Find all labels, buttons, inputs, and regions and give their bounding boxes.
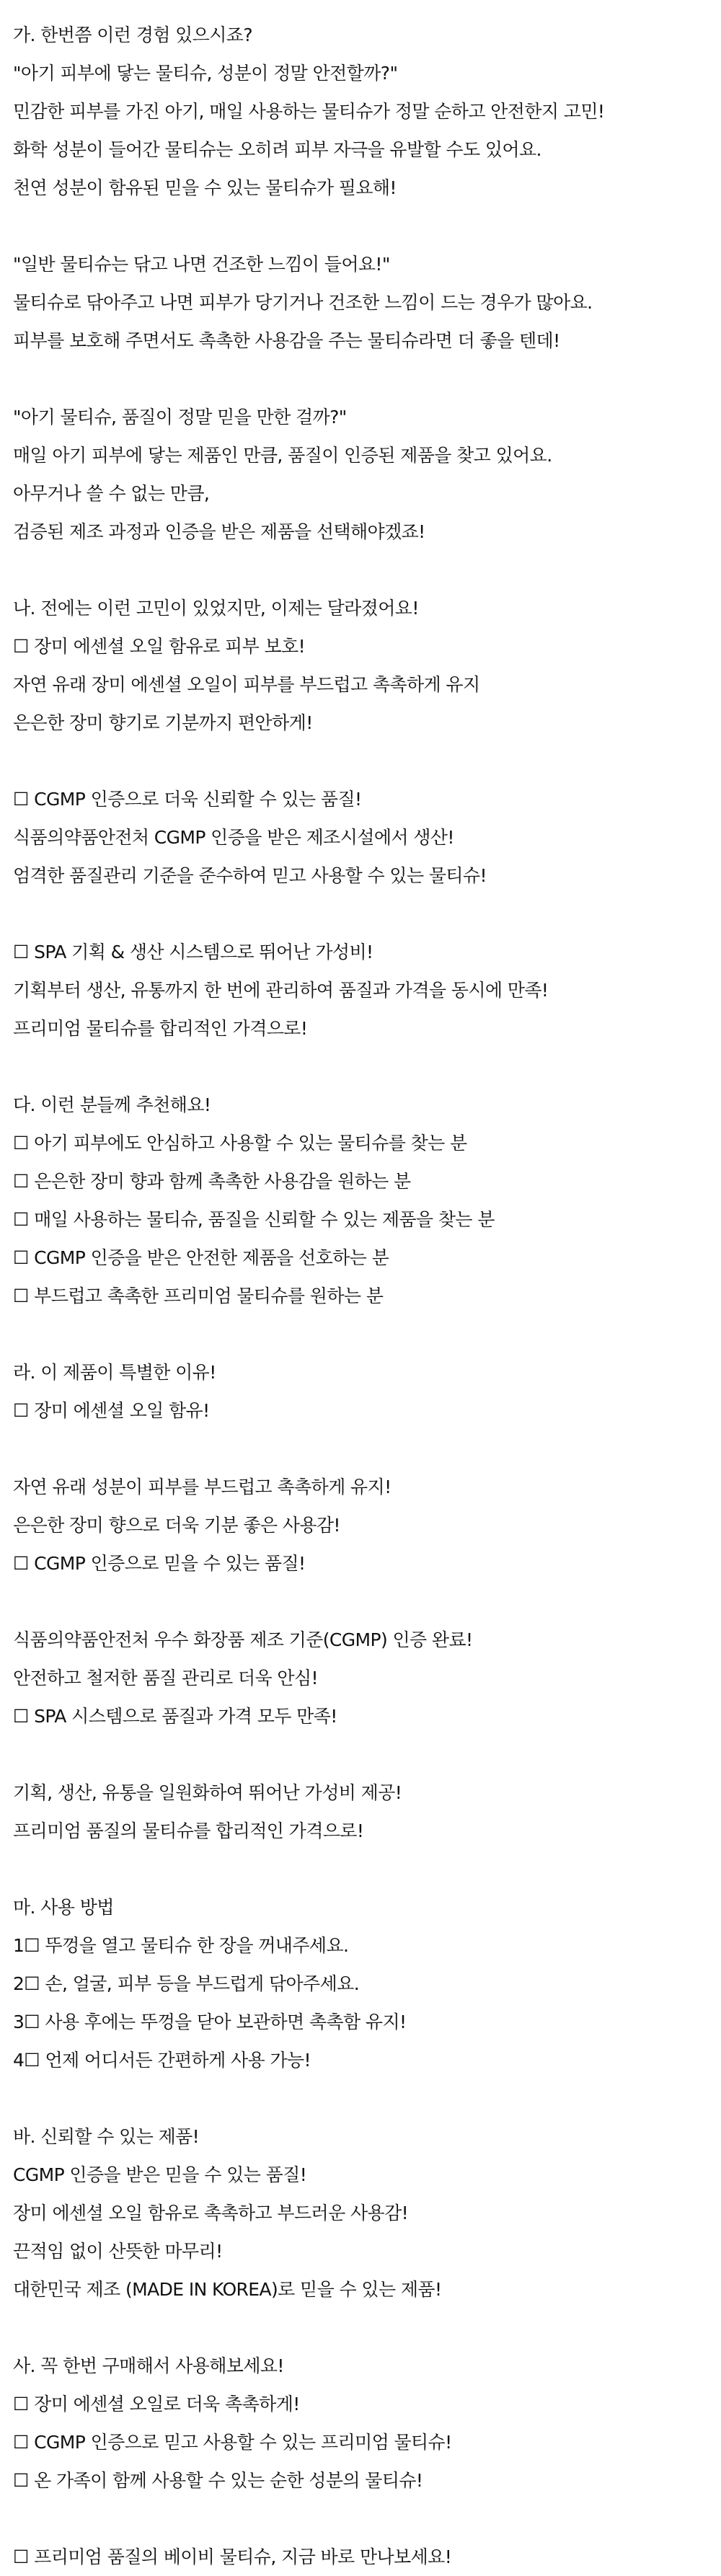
text-line: 은은한 장미 향으로 더욱 기분 좋은 사용감! [13, 1515, 340, 1536]
text-line: 가. 한번쯤 이런 경험 있으시죠? [13, 25, 253, 45]
text-line: 식품의약품안전처 CGMP 인증을 받은 제조시설에서 생산! [13, 827, 454, 848]
text-line: ☐ CGMP 인증으로 믿고 사용할 수 있는 프리미엄 물티슈! [13, 2432, 452, 2453]
text-line: ☐ CGMP 인증으로 믿을 수 있는 품질! [13, 1553, 306, 1574]
text-line: 매일 아기 피부에 닿는 제품인 만큼, 품질이 인증된 제품을 찾고 있어요. [13, 445, 552, 466]
blank-line [13, 895, 712, 933]
blank-line [13, 551, 712, 589]
text-line: 사. 꼭 한번 구매해서 사용해보세요! [13, 2355, 284, 2376]
text-line: 아무거나 쓸 수 없는 만큼, [13, 483, 210, 504]
text-line: ☐ CGMP 인증을 받은 안전한 제품을 선호하는 분 [13, 1247, 389, 1268]
text-line: 피부를 보호해 주면서도 촉촉한 사용감을 주는 물티슈라면 더 좋을 텐데! [13, 330, 560, 351]
blank-line [13, 207, 712, 245]
text-line: 프리미엄 물티슈를 합리적인 가격으로! [13, 1018, 308, 1039]
text-line: 천연 성분이 함유된 믿을 수 있는 물티슈가 필요해! [13, 177, 397, 198]
text-line: 장미 에센셜 오일 함유로 촉촉하고 부드러운 사용감! [13, 2203, 409, 2223]
text-line: 안전하고 철저한 품질 관리로 더욱 안심! [13, 1668, 318, 1688]
text-line: 민감한 피부를 가진 아기, 매일 사용하는 물티슈가 정말 순하고 안전한지 고민! [13, 101, 605, 122]
text-line: ☐ 장미 에센셜 오일 함유로 피부 보호! [13, 636, 306, 657]
text-line: 바. 신뢰할 수 있는 제품! [13, 2126, 200, 2147]
text-line: ☐ SPA 기획 & 생산 시스템으로 뛰어난 가성비! [13, 942, 373, 962]
blank-line [13, 2079, 712, 2117]
blank-line [13, 742, 712, 780]
text-line: "아기 피부에 닿는 물티슈, 성분이 정말 안전할까?" [13, 63, 398, 84]
text-line: ☐ 부드럽고 촉촉한 프리미엄 물티슈를 원하는 분 [13, 1285, 384, 1306]
blank-line [13, 2500, 712, 2538]
text-line: 끈적임 없이 산뜻한 마무리! [13, 2241, 223, 2262]
text-line: 은은한 장미 향기로 기분까지 편안하게! [13, 712, 313, 733]
text-line: 화학 성분이 들어간 물티슈는 오히려 피부 자극을 유발할 수도 있어요. [13, 139, 541, 160]
text-line: 2☐ 손, 얼굴, 피부 등을 부드럽게 닦아주세요. [13, 1973, 360, 1994]
text-line: ☐ CGMP 인증으로 더욱 신뢰할 수 있는 품질! [13, 789, 362, 810]
blank-line [13, 1583, 712, 1621]
text-line: 1☐ 뚜껑을 열고 물티슈 한 장을 꺼내주세요. [13, 1935, 349, 1956]
text-line: ☐ 매일 사용하는 물티슈, 품질을 신뢰할 수 있는 제품을 찾는 분 [13, 1209, 495, 1230]
text-line: 자연 유래 성분이 피부를 부드럽고 촉촉하게 유지! [13, 1477, 392, 1497]
text-line: 자연 유래 장미 에센셜 오일이 피부를 부드럽고 촉촉하게 유지 [13, 674, 480, 695]
text-line: ☐ 아기 피부에도 안심하고 사용할 수 있는 물티슈를 찾는 분 [13, 1133, 467, 1154]
text-line: "아기 물티슈, 품질이 정말 믿을 만한 걸까?" [13, 407, 347, 428]
text-line: 다. 이런 분들께 추천해요! [13, 1094, 211, 1115]
text-line: 대한민국 제조 (MADE IN KOREA)로 믿을 수 있는 제품! [13, 2279, 442, 2300]
text-line: 엄격한 품질관리 기준을 준수하여 믿고 사용할 수 있는 물티슈! [13, 865, 487, 886]
blank-line [13, 2309, 712, 2347]
blank-line [13, 1048, 712, 1086]
text-line: 3☐ 사용 후에는 뚜껑을 닫아 보관하면 촉촉함 유지! [13, 2011, 407, 2032]
text-line: 기획부터 생산, 유통까지 한 번에 관리하여 품질과 가격을 동시에 만족! [13, 980, 549, 1001]
text-line: 식품의약품안전처 우수 화장품 제조 기준(CGMP) 인증 완료! [13, 1629, 473, 1650]
text-line: ☐ 은은한 장미 향과 함께 촉촉한 사용감을 원하는 분 [13, 1171, 411, 1192]
blank-line [13, 1430, 712, 1468]
text-line: 물티슈로 닦아주고 나면 피부가 당기거나 건조한 느낌이 드는 경우가 많아요. [13, 292, 593, 313]
text-line: 마. 사용 방법 [13, 1897, 114, 1918]
text-line: ☐ 온 가족이 함께 사용할 수 있는 순한 성분의 물티슈! [13, 2470, 423, 2491]
text-line: ☐ 프리미엄 품질의 베이비 물티슈, 지금 바로 만나보세요! [13, 2546, 452, 2567]
text-line: "일반 물티슈는 닦고 나면 건조한 느낌이 들어요!" [13, 254, 390, 275]
text-line: 라. 이 제품이 특별한 이유! [13, 1362, 216, 1383]
text-line: ☐ 장미 에센셜 오일로 더욱 촉촉하게! [13, 2394, 300, 2415]
text-line: CGMP 인증을 받은 믿을 수 있는 품질! [13, 2164, 307, 2185]
text-line: 4☐ 언제 어디서든 간편하게 사용 가능! [13, 2050, 311, 2071]
text-line: 프리미엄 품질의 물티슈를 합리적인 가격으로! [13, 1820, 364, 1841]
text-line: 검증된 제조 과정과 인증을 받은 제품을 선택해야겠죠! [13, 521, 425, 542]
text-line: 기획, 생산, 유통을 일원화하여 뛰어난 가성비 제공! [13, 1782, 402, 1803]
blank-line [13, 360, 712, 398]
blank-line [13, 1735, 712, 1774]
text-line: ☐ SPA 시스템으로 품질과 가격 모두 만족! [13, 1706, 337, 1727]
product-description-document [13, 16, 712, 2576]
blank-line [13, 1315, 712, 1353]
text-line: ☐ 장미 에센셜 오일 함유! [13, 1400, 210, 1421]
text-line: 나. 전에는 이런 고민이 있었지만, 이제는 달라졌어요! [13, 598, 419, 619]
blank-line [13, 1850, 712, 1888]
